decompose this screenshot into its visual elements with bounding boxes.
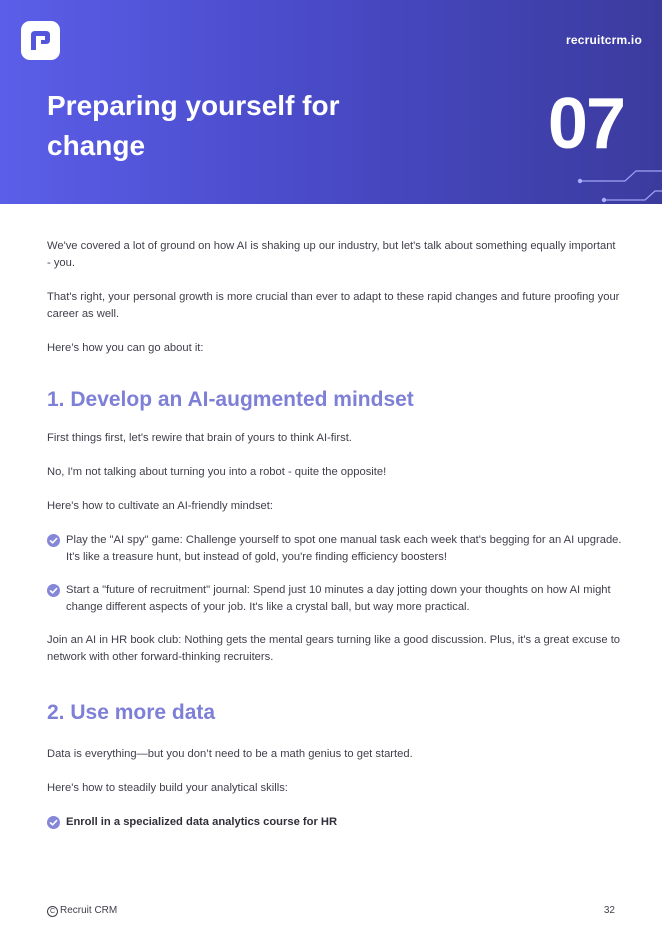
bullet-text: Start a "future of recruitment" journal: Spend just 10 minutes a day jotting down your thoughts on how AI might change different aspects of your job. It's like a crystal ball, but way more practical. xyxy=(66,584,611,613)
copyright-icon: C xyxy=(47,906,58,917)
bullet-item xyxy=(47,582,622,616)
bullet-text: Play the "AI spy" game: Challenge yourself to spot one manual task each week that's begging for an AI upgrade. It's like a treasure hunt, but instead of gold, you're finding efficiency boosters! xyxy=(66,534,622,563)
section-paragraph: Here's how to steadily build your analytical skills: xyxy=(47,782,288,794)
section-paragraph: Join an AI in HR book club: Nothing gets the mental gears turning like a good discussion. Plus, it's a great excuse to network with other forward-thinking recruiters. xyxy=(47,634,621,663)
page-number: 32 xyxy=(603,905,615,916)
page-title: Preparing yourself for change xyxy=(47,90,340,161)
checkmark-icon xyxy=(47,816,60,829)
bullet-text: Enroll in a specialized data analytics course for HR xyxy=(66,816,338,828)
section-paragraph: No, I'm not talking about turning you into a robot - quite the opposite! xyxy=(47,466,387,478)
recruit-crm-logo-icon xyxy=(31,31,50,50)
intro-paragraph: That's right, your personal growth is more crucial than ever to adapt to these rapid changes and future proofing your career as well. xyxy=(47,291,620,320)
section-heading: 1. Develop an AI-augmented mindset xyxy=(47,388,414,411)
recruit-crm-logo xyxy=(21,21,60,60)
chapter-header xyxy=(0,0,662,204)
bullet-item xyxy=(47,532,622,566)
section-paragraph: Here's how to cultivate an AI-friendly mindset: xyxy=(47,500,273,512)
site-url: recruitcrm.io xyxy=(566,33,642,47)
bullet-item xyxy=(47,814,622,831)
intro-paragraph: Here’s how you can go about it: xyxy=(47,342,204,354)
intro-paragraph: We've covered a lot of ground on how AI is shaking up our industry, but let's talk about something equally important - you. xyxy=(47,240,616,269)
checkmark-icon xyxy=(47,534,60,547)
footer-brand xyxy=(47,905,117,917)
section-paragraph: First things first, let's rewire that brain of yours to think AI-first. xyxy=(47,432,352,444)
section-heading: 2. Use more data xyxy=(47,701,216,724)
section-paragraph: Data is everything—but you don’t need to be a math genius to get started. xyxy=(47,748,413,760)
footer-brand-text: Recruit CRM xyxy=(60,905,118,916)
page-content xyxy=(47,238,622,831)
checkmark-icon xyxy=(47,584,60,597)
chapter-number: 07 xyxy=(547,84,624,164)
